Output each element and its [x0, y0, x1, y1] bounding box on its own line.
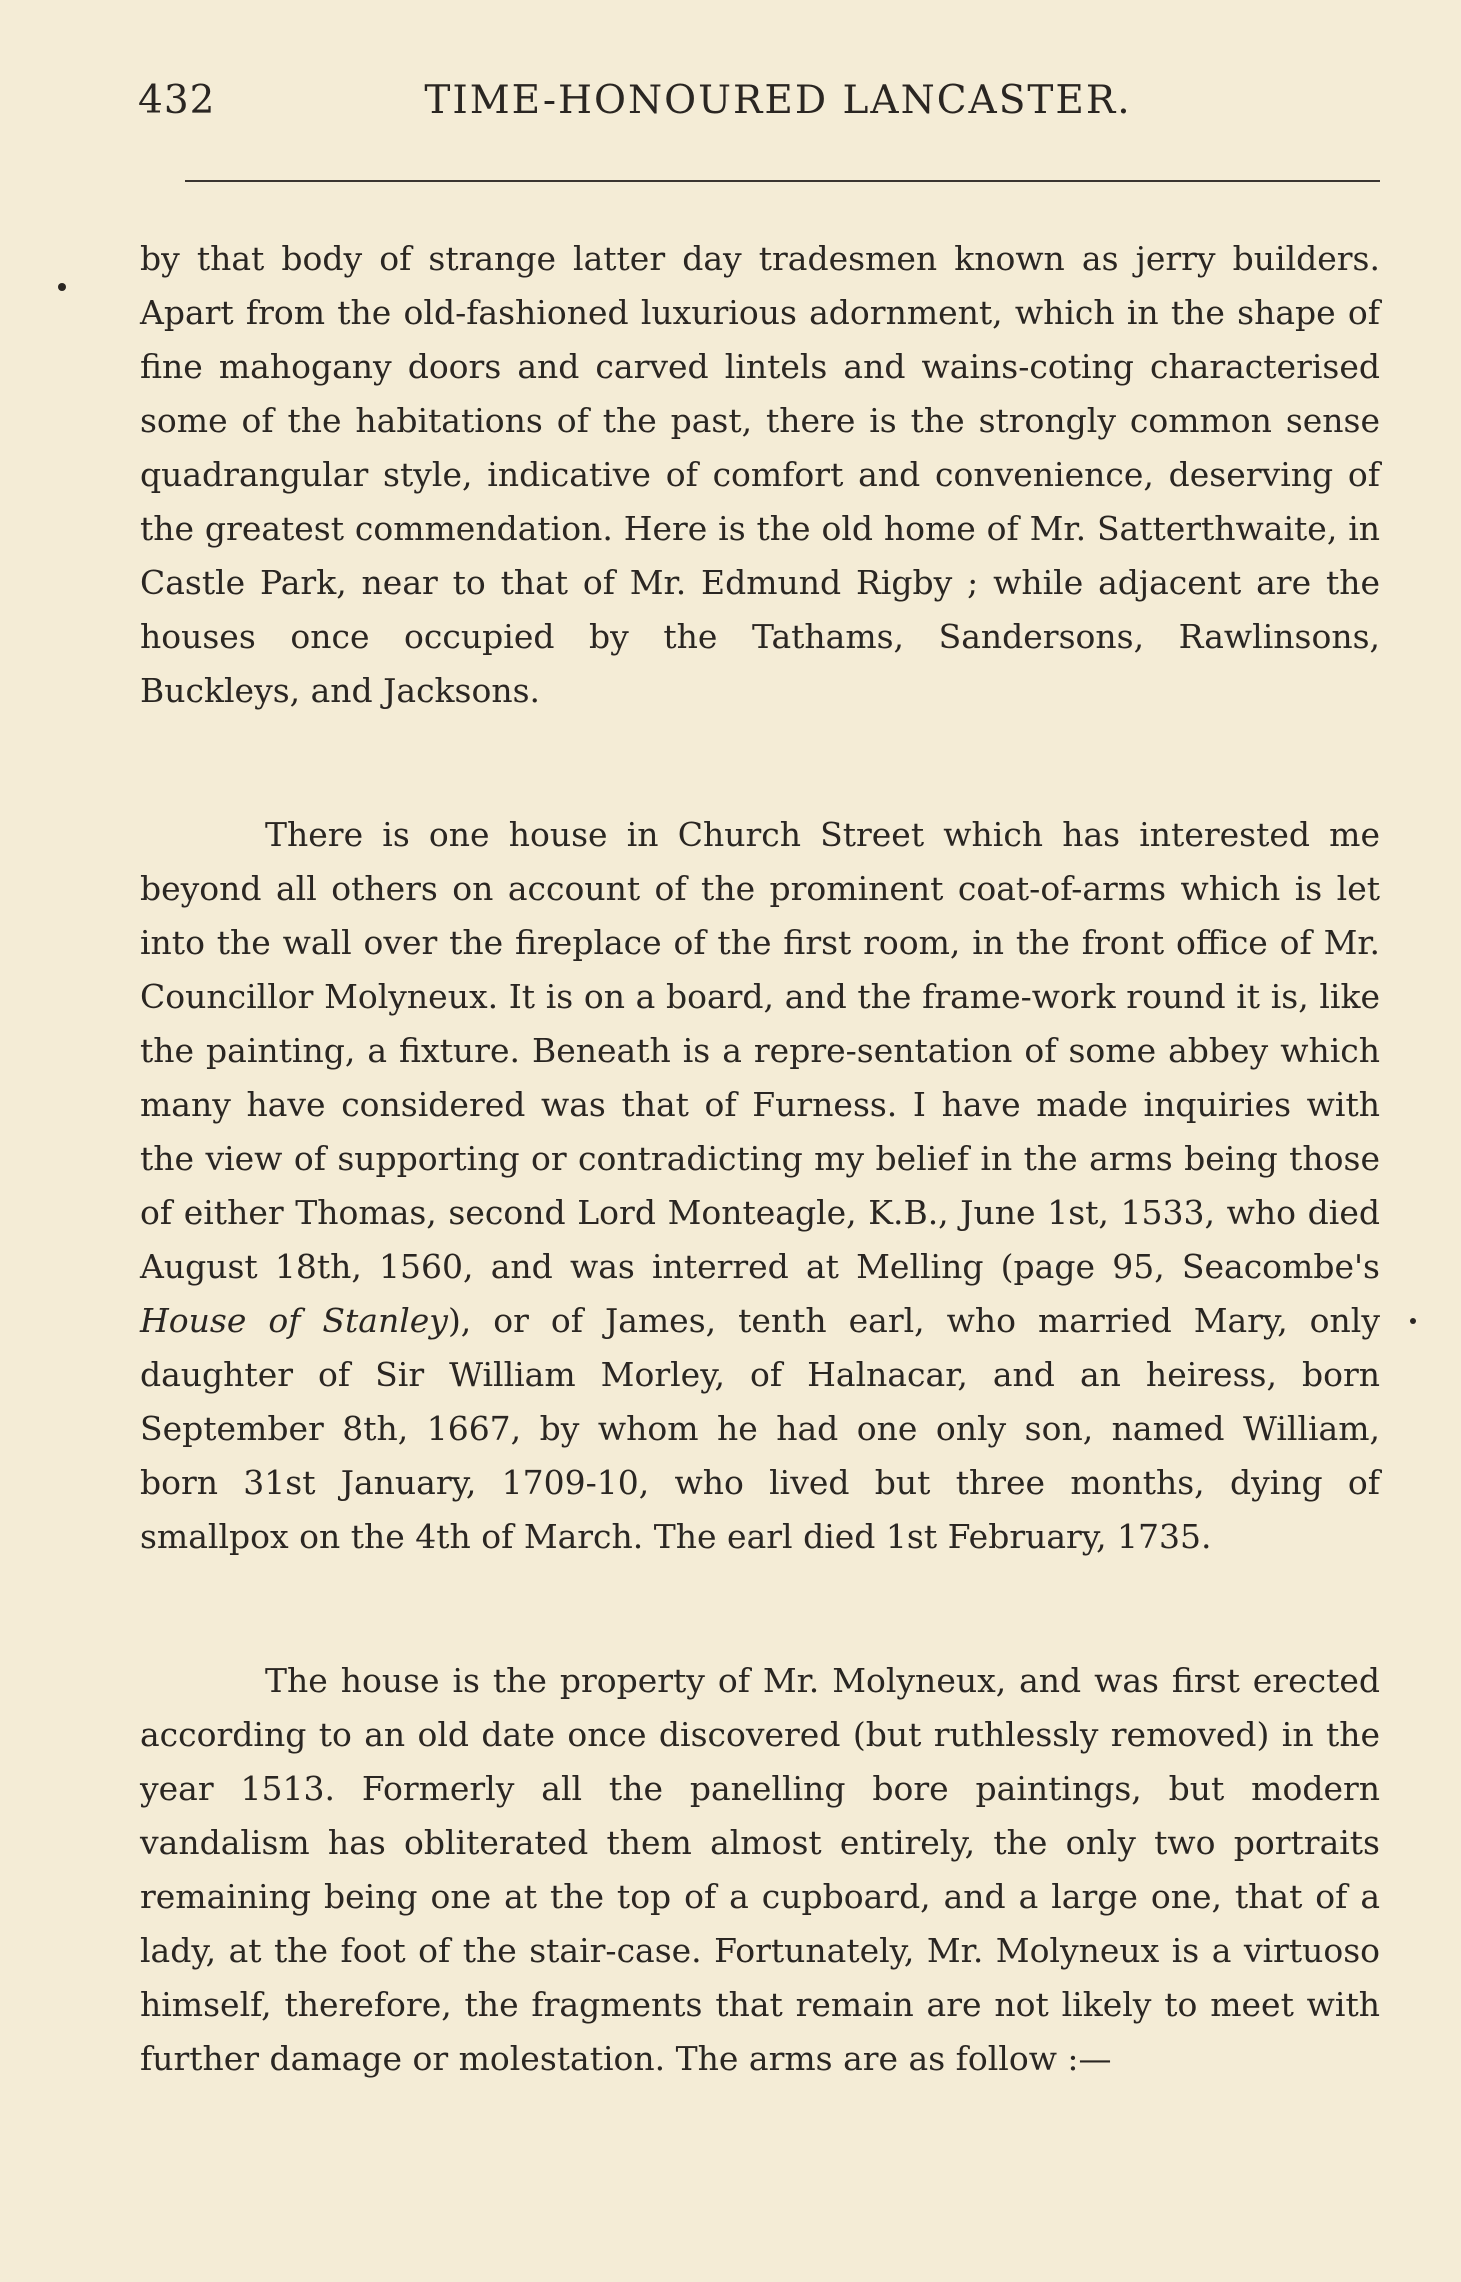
body-text [140, 232, 1380, 2086]
header-rule [185, 180, 1380, 182]
paragraph-2-text-after: ), or of James, tenth earl, who married Mary, only daughter of Sir William Morley, of Halnacar, and an heiress, born September 8th, 1667, by whom he had one only son, named William, born 31st January, 1709-10, who lived but three months, dying of smallpox on the 4th of March. The earl died 1st February, 1735. [140, 1301, 1380, 1556]
book-title-italic: House of Stanley [140, 1301, 448, 1340]
running-head [138, 78, 1378, 138]
paragraph-2-text-before: There is one house in Church Street which has interested me beyond all others on account of the prominent coat-of-arms which is let into the wall over the fireplace of the first room, in the front office of Mr. Councillor Molyneux. It is on a board, and the frame-work round it is, like the painting, a fixture. Beneath is a repre-sentation of some abbey which many have considered was that of Furness. I have made inquiries with the view of supporting or contradicting my belief in the arms being those of either Thomas, second Lord Monteagle, K.B., June 1st, 1533, who died August 18th, 1560, and was interred at Melling (page 95, Seacombe's [140, 815, 1380, 1286]
page-number: 432 [138, 78, 216, 123]
paragraph-1: by that body of strange latter day tradesmen known as jerry builders. Apart from the old-fashioned luxurious adornment, which in the shape of fine mahogany doors and carved lintels and wains-coting characterised some of the habitations of the past, there is the strongly common sense quadrangular style, indicative of comfort and convenience, deserving of the greatest commendation. Here is the old home of Mr. Satterthwaite, in Castle Park, near to that of Mr. Edmund Rigby ; while adjacent are the houses once occupied by the Tathams, Sandersons, Rawlinsons, Buckleys, and Jacksons. [140, 239, 1380, 710]
paragraph-2 [140, 808, 1380, 1564]
page-title: TIME-HONOURED LANCASTER. [424, 78, 1132, 123]
margin-dot [1410, 1318, 1416, 1324]
paragraph-3: The house is the property of Mr. Molyneux, and was first erected according to an old date once discovered (but ruthlessly removed) in the year 1513. Formerly all the panelling bore paintings, but modern vandalism has obliterated them almost entirely, the only two portraits remaining being one at the top of a cupboard, and a large one, that of a lady, at the foot of the stair-case. Fortunately, Mr. Molyneux is a virtuoso himself, therefore, the fragments that remain are not likely to meet with further damage or molestation. The arms are as follow :— [140, 1661, 1380, 2078]
margin-dot [58, 283, 66, 291]
